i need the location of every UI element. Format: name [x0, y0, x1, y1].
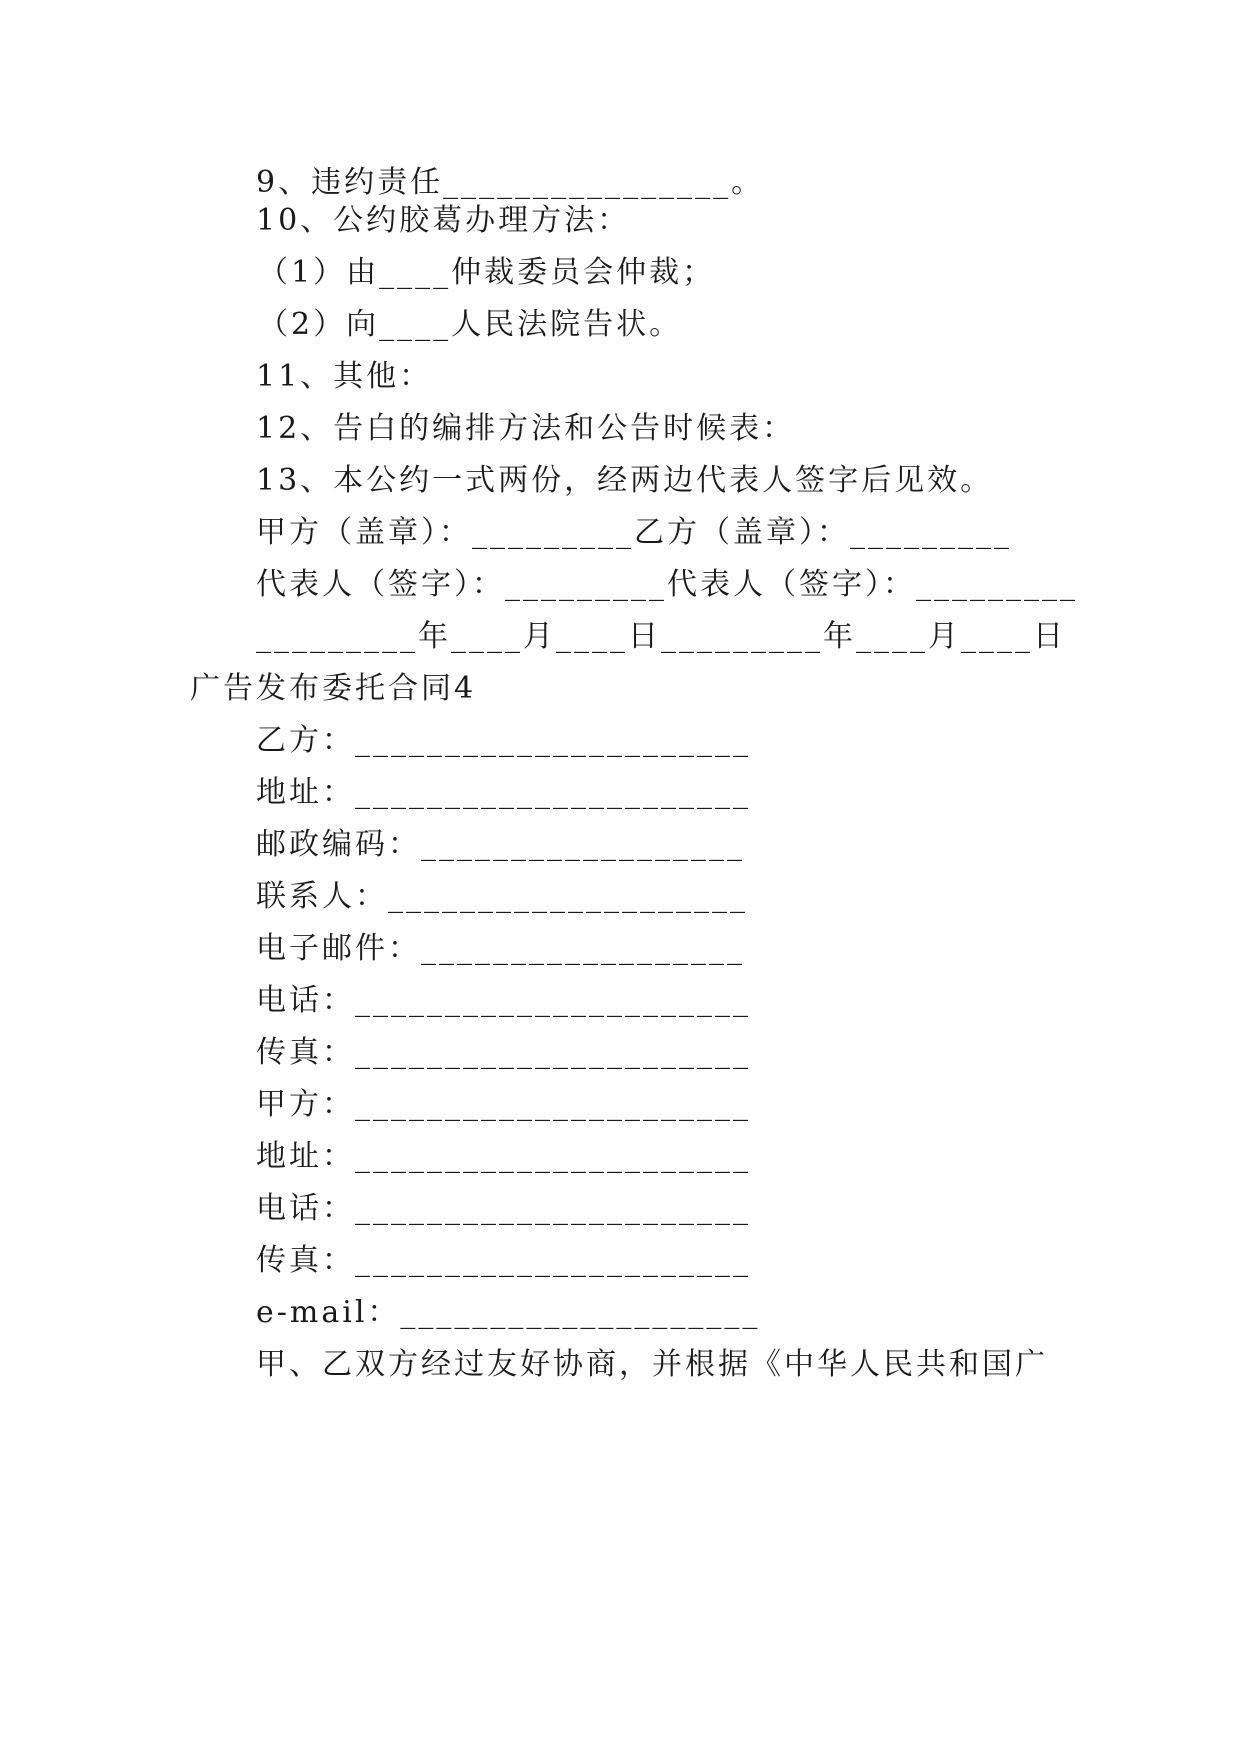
clause-10: 10、公约胶葛办理方法：	[256, 203, 631, 238]
field-address-a: 地址：______________________	[256, 1139, 751, 1174]
clause-12: 12、告白的编排方法和公告时候表：	[256, 411, 796, 446]
field-phone-b: 电话：______________________	[256, 983, 751, 1018]
field-fax-a: 传真：______________________	[256, 1243, 751, 1278]
field-party-a: 甲方：______________________	[256, 1087, 751, 1122]
closing-paragraph: 甲、乙双方经过友好协商，并根据《中华人民共和国广	[256, 1347, 1048, 1382]
field-email-b: 电子邮件：__________________	[256, 931, 745, 966]
field-party-b: 乙方：______________________	[256, 723, 751, 758]
representative-signature-line: 代表人（签字）：_________代表人（签字）：_________	[256, 567, 1078, 602]
field-contact: 联系人：____________________	[256, 879, 748, 914]
clause-10-option-2: （2）向____人民法院告状。	[258, 307, 683, 342]
field-phone-a: 电话：______________________	[256, 1191, 751, 1226]
date-line: _________年____月____日_________年____月____日	[256, 619, 1066, 654]
field-address-b: 地址：______________________	[256, 775, 751, 810]
field-postcode: 邮政编码：__________________	[256, 827, 745, 862]
contract-heading: 广告发布委托合同4	[190, 671, 477, 706]
clause-11: 11、其他：	[256, 359, 433, 394]
field-email-a: e-mail：____________________	[256, 1295, 761, 1330]
clause-13: 13、本公约一式两份，经两边代表人签字后见效。	[256, 463, 994, 498]
field-fax-b: 传真：______________________	[256, 1035, 751, 1070]
party-seal-line: 甲方（盖章）：_________乙方（盖章）：_________	[256, 515, 1012, 550]
clause-9: 9、违约责任________________。	[256, 165, 765, 200]
clause-10-option-1: （1）由____仲裁委员会仲裁；	[258, 255, 716, 290]
